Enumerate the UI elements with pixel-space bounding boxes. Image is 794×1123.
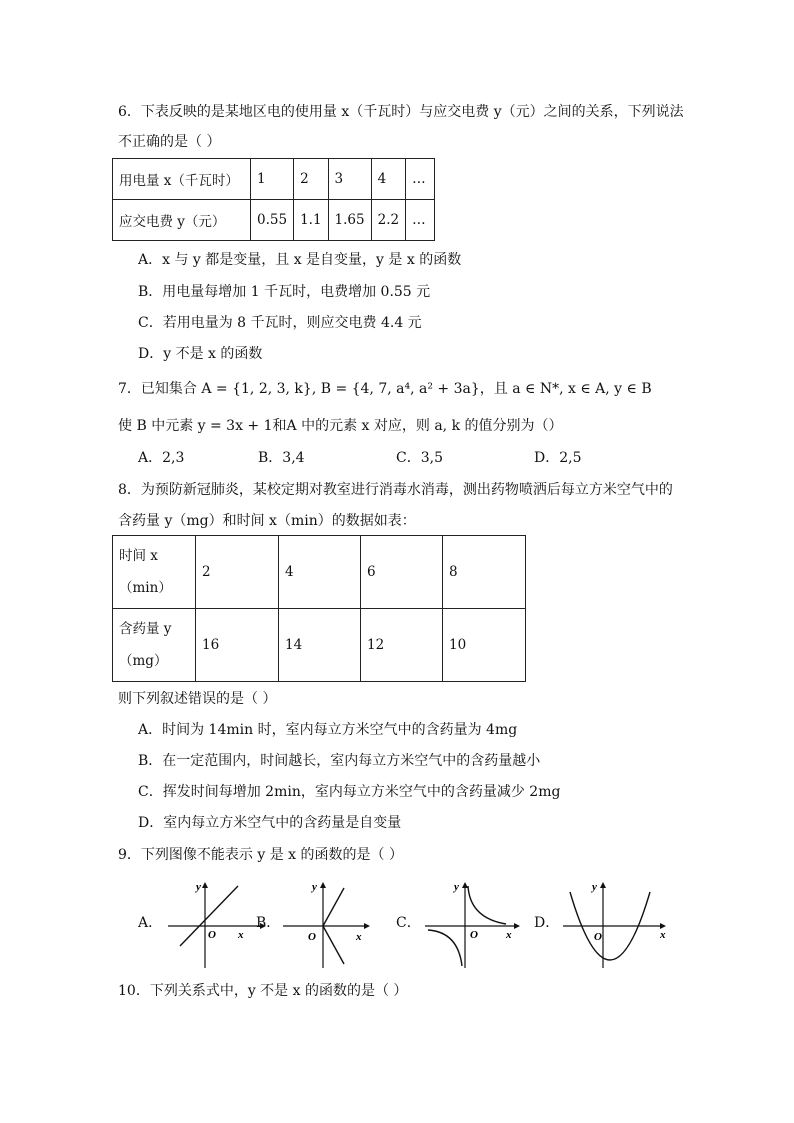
y-axis-label: y [196, 881, 201, 893]
table-cell: 用电量 x（千瓦时） [113, 159, 251, 200]
q7-option-c: C．3,5 [396, 450, 443, 466]
table-cell: 4 [371, 159, 405, 200]
q8-option-c: C．挥发时间每增加 2min，室内每立方米空气中的含药量减少 2mg [138, 784, 561, 800]
q9-option-b-label: B． [256, 915, 281, 931]
origin-label: O [594, 931, 602, 943]
table-header-cell [113, 609, 196, 682]
table-cell: 14 [279, 609, 361, 682]
q6-stem-line1: 6．下表反映的是某地区电的使用量 x（千瓦时）与应交电费 y（元）之间的关系，下列说法 [118, 104, 684, 120]
q7-stem-line1: 7．已知集合 A = {1, 2, 3, k}, B = {4, 7, a⁴, a² + 3a}，且 a ∈ N*, x ∈ A, y ∈ B [118, 381, 652, 397]
header-line: 含药量 y [119, 621, 172, 637]
q6-option-d: D．y 不是 x 的函数 [138, 346, 263, 362]
table-cell: 12 [361, 609, 443, 682]
x-axis-label: x [660, 929, 666, 941]
q9-graph-options [138, 878, 678, 973]
q8-option-b: B．在一定范围内，时间越长，室内每立方米空气中的含药量越小 [138, 753, 541, 769]
origin-label: O [208, 929, 216, 941]
q6-stem-line2: 不正确的是（ ） [118, 134, 221, 150]
table-cell: 1 [251, 159, 294, 200]
table-cell: 2 [196, 536, 279, 609]
table-cell: 3 [328, 159, 371, 200]
q9-option-c-label: C． [396, 915, 421, 931]
table-cell: … [406, 200, 435, 241]
header-line: 时间 x [119, 548, 158, 564]
q8-table [112, 535, 526, 682]
table-cell: 6 [361, 536, 443, 609]
y-axis-label: y [312, 881, 317, 893]
q9-option-d-label: D． [534, 915, 560, 931]
q7-option-d: D．2,5 [534, 450, 582, 466]
table-header-cell [113, 536, 196, 609]
q7-stem-line2: 使 B 中元素 y = 3x + 1和A 中的元素 x 对应，则 a, k 的值分别为（） [118, 418, 563, 434]
table-cell: 0.55 [251, 200, 294, 241]
table-row [113, 200, 435, 241]
q7-option-a: A．2,3 [138, 450, 185, 466]
table-cell: 1.1 [294, 200, 328, 241]
q6-option-a: A．x 与 y 都是变量，且 x 是自变量，y 是 x 的函数 [138, 252, 462, 268]
q6-option-c: C．若用电量为 8 千瓦时，则应交电费 4.4 元 [138, 315, 422, 331]
q8-stem-line2: 含药量 y（mg）和时间 x（min）的数据如表： [118, 513, 416, 529]
q6-table [112, 158, 435, 241]
x-axis-label: x [238, 929, 244, 941]
q9-graph-c [420, 878, 530, 973]
table-cell: 应交电费 y（元） [113, 200, 251, 241]
table-row [113, 609, 526, 682]
x-axis-label: x [356, 931, 362, 943]
table-cell: 2 [294, 159, 328, 200]
table-row [113, 159, 435, 200]
table-cell: 2.2 [371, 200, 405, 241]
y-axis-label: y [592, 881, 597, 893]
origin-label: O [308, 931, 316, 943]
q6-option-b: B．用电量每增加 1 千瓦时，电费增加 0.55 元 [138, 284, 431, 300]
origin-label: O [470, 929, 478, 941]
q8-option-d: D．室内每立方米空气中的含药量是自变量 [138, 815, 402, 831]
table-row [113, 536, 526, 609]
table-cell: 10 [443, 609, 526, 682]
q9-graph-d [558, 878, 672, 973]
y-axis-label: y [454, 881, 459, 893]
q8-option-a: A．时间为 14min 时，室内每立方米空气中的含药量为 4mg [138, 722, 518, 738]
table-cell: 8 [443, 536, 526, 609]
q7-option-b: B．3,4 [258, 450, 305, 466]
q9-graph-a [160, 878, 270, 973]
q8-stem-line1: 8．为预防新冠肺炎，某校定期对教室进行消毒水消毒，测出药物喷洒后每立方米空气中的 [118, 482, 673, 498]
q9-option-a-label: A． [138, 915, 163, 931]
q9-graph-b [278, 878, 388, 973]
q8-prompt: 则下列叙述错误的是（ ） [118, 691, 277, 707]
table-cell: 16 [196, 609, 279, 682]
header-line: （min） [119, 580, 172, 596]
table-cell: 1.65 [328, 200, 371, 241]
q10-stem: 10．下列关系式中，y 不是 x 的函数的是（ ） [118, 983, 408, 999]
table-cell: … [406, 159, 435, 200]
table-cell: 4 [279, 536, 361, 609]
x-axis-label: x [506, 929, 512, 941]
q9-stem: 9．下列图像不能表示 y 是 x 的函数的是（ ） [118, 847, 403, 863]
header-line: （mg） [119, 653, 168, 669]
